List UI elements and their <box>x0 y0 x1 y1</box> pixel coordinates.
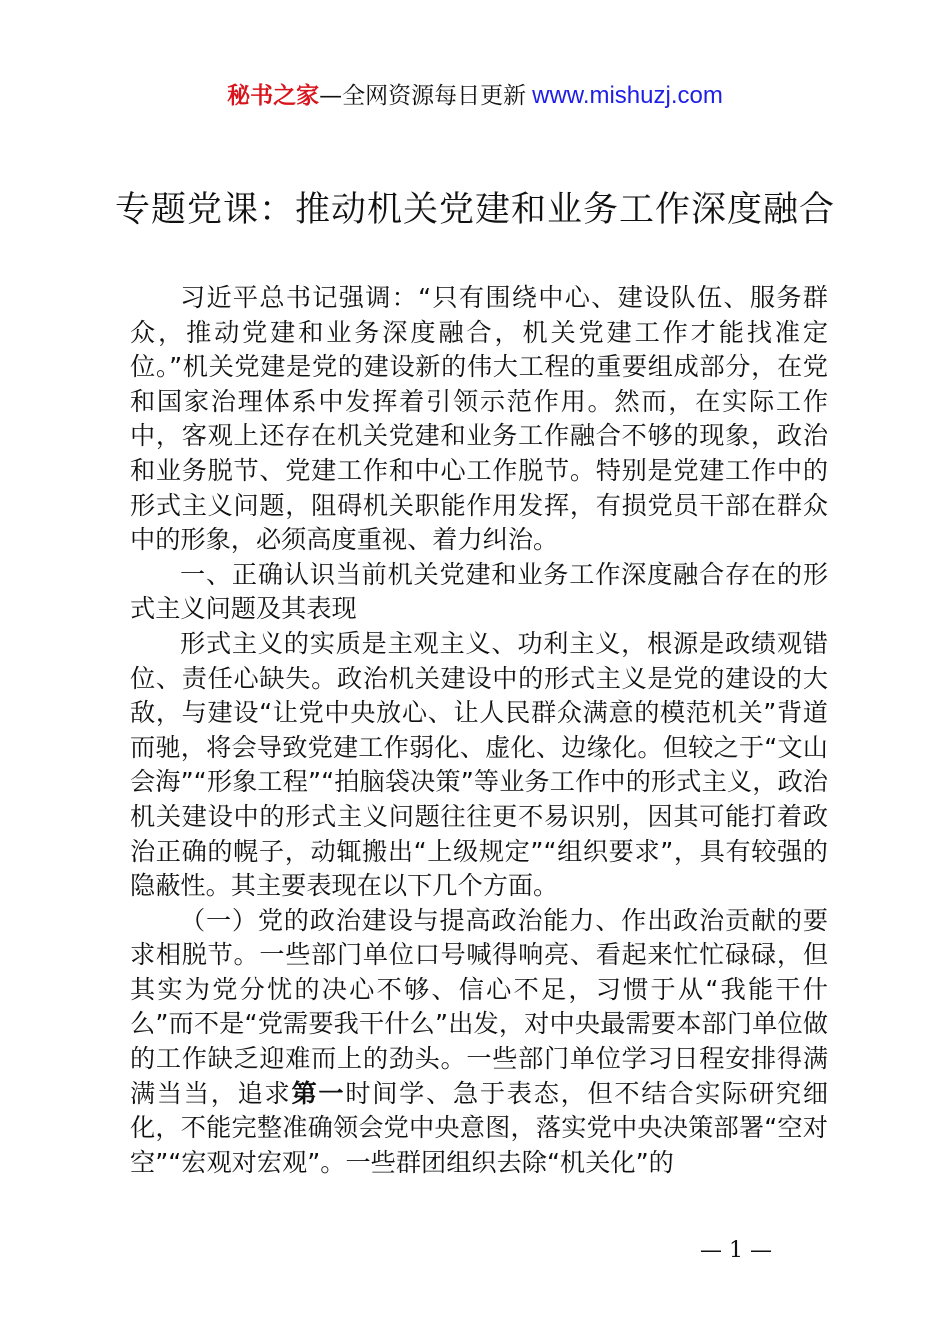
paragraph-text-part-a: （一）党的政治建设与提高政治能力、作出政治贡献的要求相脱节。一些部门单位口号喊得响亮、看起来忙忙碌碌，但其实为党分忧的决心不够、信心不足，习惯于从“我能干什么”而不是“党需要我干什么”出发，对中央最需要本部门单位做的工作缺乏迎难而上的劲头。一些部门单位学习日程安排得满满当当，追求 <box>130 905 828 1108</box>
paragraph-formalism: 形式主义的实质是主观主义、功利主义，根源是政绩观错位、责任心缺失。政治机关建设中的形式主义是党的建设的大敌，与建设“让党中央放心、让人民群众满意的模范机关”背道而驰，将会导致党建工作弱化、虚化、边缘化。但较之于“文山会海”“形象工程”“拍脑袋决策”等业务工作中的形式主义，政治机关建设中的形式主义问题往往更不易识别，因其可能打着政治正确的幌子，动辄搬出“上级规定”“组织要求”，具有较强的隐蔽性。其主要表现在以下几个方面。 <box>130 628 828 901</box>
paragraph-text-part-b: 时间学、急于表态，但不结合实际研究细化，不能完整准确领会党中央意图，落实党中央决策部署“空对空”“宏观对宏观”。一些群团组织去除“机关化”的 <box>130 1078 829 1177</box>
document-title: 专题党课：推动机关党建和业务工作深度融合 <box>114 190 835 230</box>
page-number: — 1 — <box>700 1238 772 1263</box>
emphasized-text: 第一 <box>291 1078 346 1108</box>
paragraph-political-building <box>130 904 828 1181</box>
section-heading-1: 一、正确认识当前机关党建和业务工作深度融合存在的形式主义问题及其表现 <box>130 559 828 624</box>
document-body <box>130 281 828 1180</box>
site-brand: 秘书之家 <box>227 83 320 109</box>
site-url-link[interactable]: www.mishuzj.com <box>532 82 723 109</box>
paragraph-intro: 习近平总书记强调：“只有围绕中心、建设队伍、服务群众，推动党建和业务深度融合，机关党建工作才能找准定位。”机关党建是党的建设新的伟大工程的重要组成部分，在党和国家治理体系中发挥着引领示范作用。然而，在实际工作中，客观上还存在机关党建和业务工作融合不够的现象，政治和业务脱节、党建工作和中心工作脱节。特别是党建工作中的形式主义问题，阻碍机关职能作用发挥，有损党员干部在群众中的形象，必须高度重视、着力纠治。 <box>130 283 828 555</box>
site-header <box>0 80 950 112</box>
site-slogan: —全网资源每日更新 <box>319 83 527 109</box>
